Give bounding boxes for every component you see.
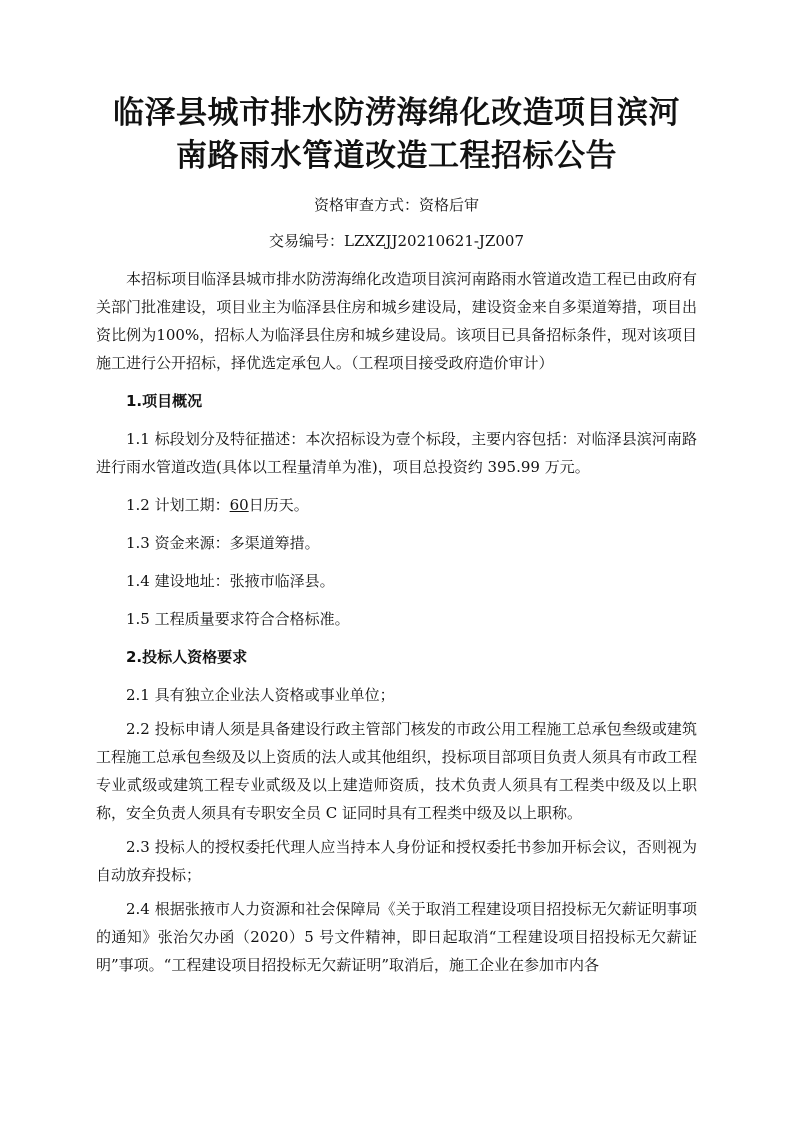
construction-days: 60	[229, 496, 249, 514]
trade-number: 交易编号：LZXZJJ20210621-JZ007	[269, 232, 524, 250]
notice-title	[96, 92, 697, 178]
notice-body	[96, 265, 697, 979]
review-method: 资格审查方式：资格后审	[313, 196, 479, 214]
section-1-heading: 1.项目概况	[126, 392, 203, 410]
clause-1-2	[96, 491, 697, 519]
clause-1-2-suffix: 日历天。	[248, 496, 309, 514]
clause-1-4: 1.4 建设地址：张掖市临泽县。	[126, 572, 335, 590]
intro-paragraph: 本招标项目临泽县城市排水防涝海绵化改造项目滨河南路雨水管道改造工程已由政府有关部门批准建设，项目业主为临泽县住房和城乡建设局，建设资金来自多渠道筹措，项目出资比例为100%，招标人为临泽县住房和城乡建设局。该项目已具备招标条件，现对该项目施工进行公开招标，择优选定承包人。（工程项目接受政府造价审计）	[96, 270, 697, 372]
clause-1-3: 1.3 资金来源：多渠道筹措。	[126, 534, 320, 552]
clause-1-1: 1.1 标段划分及特征描述：本次招标设为壹个标段，主要内容包括：对临泽县滨河南路进行雨水管道改造(具体以工程量清单为准)，项目总投资约 395.99 万元。	[96, 430, 697, 476]
clause-2-1: 2.1 具有独立企业法人资格或事业单位；	[126, 686, 395, 704]
clause-2-3: 2.3 投标人的授权委托代理人应当持本人身份证和授权委托书参加开标会议，否则视为自动放弃投标；	[96, 838, 697, 884]
clause-1-5: 1.5 工程质量要求符合合格标准。	[126, 610, 350, 628]
section-2-heading: 2.投标人资格要求	[126, 648, 248, 666]
clause-2-4: 2.4 根据张掖市人力资源和社会保障局《关于取消工程建设项目招投标无欠薪证明事项的通知》张治欠办函（2020）5 号文件精神，即日起取消“工程建设项目招投标无欠薪证明”事项。“工程建设项目招投标无欠薪证明”取消后，施工企业在参加市内各	[96, 900, 697, 974]
title-line-1: 临泽县城市排水防涝海绵化改造项目滨河	[113, 95, 680, 131]
clause-1-2-prefix: 1.2 计划工期：	[126, 496, 230, 514]
title-line-2: 南路雨水管道改造工程招标公告	[176, 138, 617, 174]
clause-2-2: 2.2 投标申请人须是具备建设行政主管部门核发的市政公用工程施工总承包叁级或建筑工程施工总承包叁级及以上资质的法人或其他组织，投标项目部项目负责人须具有市政工程专业贰级或建筑工程专业贰级及以上建造师资质，技术负责人须具有工程类中级及以上职称，安全负责人须具有专职安全员 C 证同时具有工程类中级及以上职称。	[96, 720, 697, 822]
